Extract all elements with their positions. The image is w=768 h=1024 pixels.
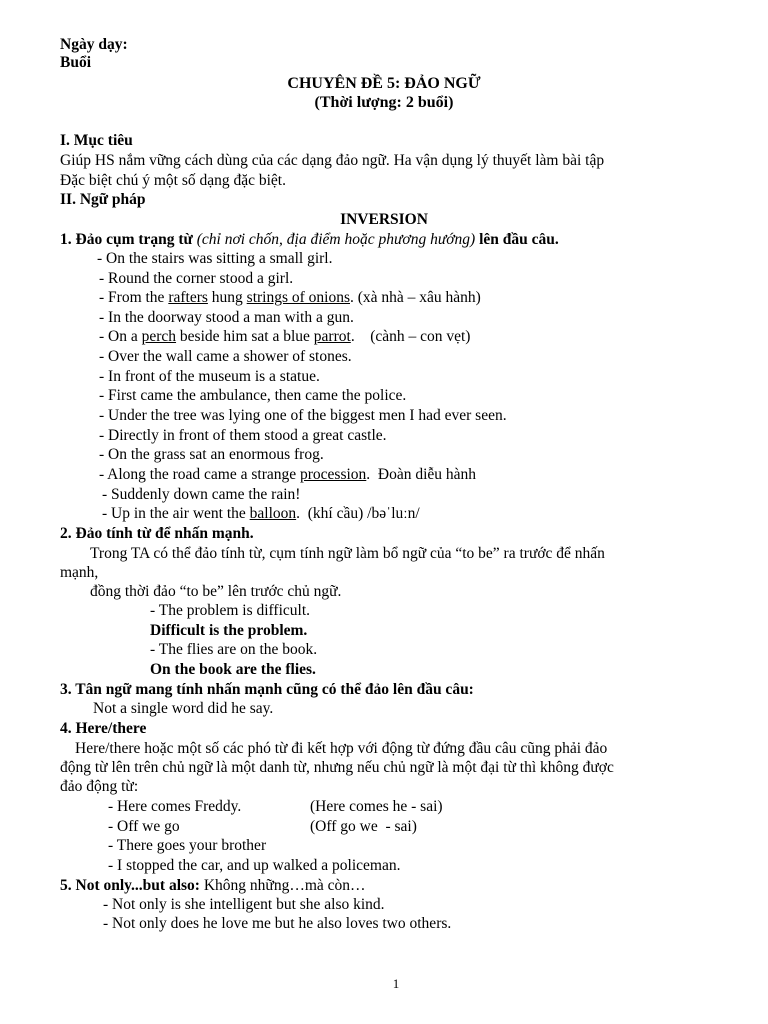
text-run: . (xà nhà – xâu hành): [350, 289, 481, 306]
example-line: - On the grass sat an enormous frog.: [99, 446, 324, 463]
example-line: - In front of the museum is a statue.: [99, 368, 320, 385]
section-2-heading: 2. Đảo tính từ để nhấn mạnh.: [60, 525, 254, 542]
inversion-subtitle: INVERSION: [340, 211, 428, 228]
section-4-heading: 4. Here/there: [60, 720, 147, 737]
example-line: [99, 288, 481, 307]
paragraph-line: Trong TA có thể đảo tính từ, cụm tính ngữ làm bổ ngữ của “to be” ra trước để nhấn: [90, 545, 605, 562]
inverted-example: Difficult is the problem.: [150, 622, 308, 639]
example-line: - Off we go: [108, 818, 180, 835]
date-label: Ngày dạy:: [60, 36, 128, 53]
section-5-heading-bold: 5. Not only...but also:: [60, 877, 200, 894]
example-line: Not a single word did he say.: [93, 700, 274, 717]
objectives-line-1: Giúp HS nắm vững cách dùng của các dạng đảo ngữ. Ha vận dụng lý thuyết làm bài tập: [60, 152, 605, 169]
underlined-word: balloon: [249, 505, 297, 522]
example-line: - The flies are on the book.: [150, 641, 318, 658]
underlined-word: rafters: [168, 289, 208, 306]
underlined-word: parrot: [313, 328, 351, 345]
grammar-heading: II. Ngữ pháp: [60, 191, 146, 208]
session-label: Buổi: [60, 54, 92, 71]
section-1-heading-bold: 1. Đảo cụm trạng từ: [60, 231, 193, 248]
example-line: - Directly in front of them stood a great castle.: [99, 427, 387, 444]
section-1-heading: [60, 230, 559, 249]
paragraph-line: Here/there hoặc một số các phó từ đi kết hợp với động từ đứng đầu câu cũng phải đảo: [75, 740, 608, 757]
paragraph-line: động từ lên trên chủ ngữ là một danh từ, nhưng nếu chủ ngữ là một đại từ thì không được: [60, 759, 614, 776]
text-run: hung: [211, 289, 243, 306]
example-note: (Off go we - sai): [310, 818, 417, 835]
text-run: - On a: [99, 328, 138, 345]
example-line: [99, 465, 476, 484]
objectives-heading: I. Mục tiêu: [60, 132, 133, 149]
section-1-heading-end: lên đầu câu.: [479, 231, 559, 248]
example-line: - Suddenly down came the rain!: [102, 486, 301, 503]
text-run: - From the: [99, 289, 165, 306]
underlined-word: procession: [300, 466, 367, 483]
text-run: . (cành – con vẹt): [350, 328, 471, 345]
example-line: - On the stairs was sitting a small girl.: [97, 250, 333, 267]
document-title: CHUYÊN ĐỀ 5: ĐẢO NGỮ: [287, 75, 481, 92]
underlined-word: strings of onions: [246, 289, 350, 306]
example-line: - Round the corner stood a girl.: [99, 270, 294, 287]
example-line: - I stopped the car, and up walked a policeman.: [108, 857, 401, 874]
example-line: - First came the ambulance, then came the police.: [99, 387, 407, 404]
example-line: - There goes your brother: [108, 837, 267, 854]
example-line: [99, 327, 470, 346]
text-run: . (khí cầu) /bəˈluːn/: [296, 505, 420, 522]
objectives-line-2: Đặc biệt chú ý một số dạng đặc biệt.: [60, 172, 286, 189]
example-line: - Under the tree was lying one of the biggest men I had ever seen.: [99, 407, 507, 424]
example-line: - Here comes Freddy.: [108, 798, 242, 815]
paragraph-line: mạnh,: [60, 564, 99, 581]
underlined-word: perch: [141, 328, 177, 345]
example-line: [102, 504, 420, 523]
inverted-example: On the book are the flies.: [150, 661, 316, 678]
example-note: (Here comes he - sai): [310, 798, 443, 815]
section-3-heading: 3. Tân ngữ mang tính nhấn mạnh cũng có thể đảo lên đầu câu:: [60, 681, 474, 698]
section-5-heading-rest: Không những…mà còn…: [203, 877, 366, 894]
example-line: - Over the wall came a shower of stones.: [99, 348, 352, 365]
text-run: beside him sat a blue: [179, 328, 310, 345]
paragraph-line: đồng thời đảo “to be” lên trước chủ ngữ.: [90, 583, 342, 600]
text-run: - Along the road came a strange: [99, 466, 297, 483]
duration-subtitle: (Thời lượng: 2 buổi): [314, 94, 454, 111]
example-line: - The problem is difficult.: [150, 602, 310, 619]
section-5-heading: [60, 876, 366, 895]
text-run: - Up in the air went the: [102, 505, 246, 522]
text-run: . Đoàn diễu hành: [366, 466, 477, 483]
paragraph-line: đảo động từ:: [60, 778, 139, 795]
section-1-heading-italic: (chỉ nơi chốn, địa điểm hoặc phương hướng): [196, 231, 476, 248]
example-line: - In the doorway stood a man with a gun.: [99, 309, 354, 326]
page-number: 1: [392, 976, 400, 991]
example-line: - Not only is she intelligent but she also kind.: [103, 896, 385, 913]
example-line: - Not only does he love me but he also loves two others.: [103, 915, 452, 932]
